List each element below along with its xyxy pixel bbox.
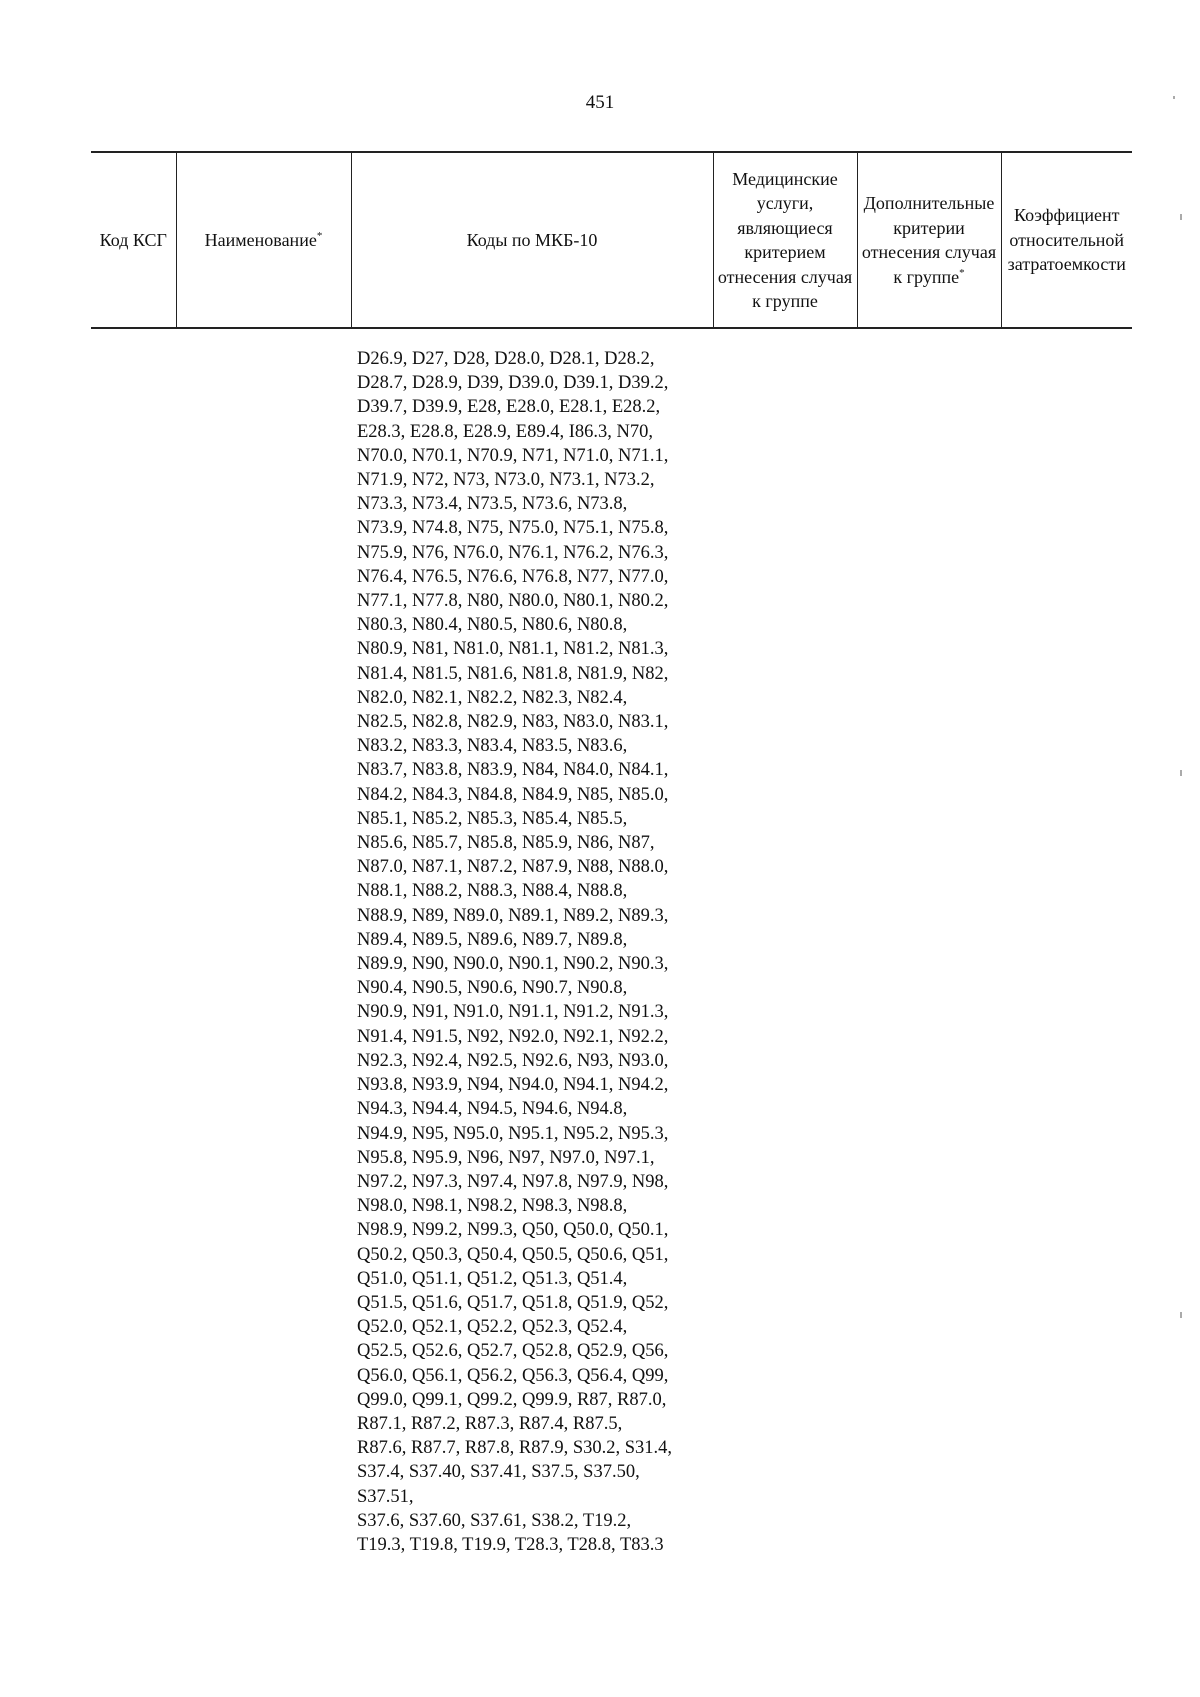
icd-codes-line: S37.4, S37.40, S37.41, S37.5, S37.50, bbox=[357, 1462, 640, 1483]
scan-mark bbox=[1173, 96, 1175, 99]
icd-codes-line: N94.3, N94.4, N94.5, N94.6, N94.8, bbox=[357, 1099, 628, 1120]
footnote-asterisk: * bbox=[959, 266, 965, 279]
icd-codes-line: N83.2, N83.3, N83.4, N83.5, N83.6, bbox=[357, 736, 628, 757]
icd-codes-line: N73.3, N73.4, N73.5, N73.6, N73.8, bbox=[357, 494, 628, 515]
icd-codes-line: D39.7, D39.9, E28, E28.0, E28.1, E28.2, bbox=[357, 397, 661, 418]
icd-codes-line: N89.4, N89.5, N89.6, N89.7, N89.8, bbox=[357, 929, 628, 950]
icd-codes-line: S37.51, bbox=[357, 1486, 414, 1507]
icd-codes-line: N98.0, N98.1, N98.2, N98.3, N98.8, bbox=[357, 1196, 628, 1217]
icd-codes-line: N98.9, N99.2, N99.3, Q50, Q50.0, Q50.1, bbox=[357, 1220, 669, 1241]
icd-codes-line: R87.6, R87.7, R87.8, R87.9, S30.2, S31.4, bbox=[357, 1438, 673, 1459]
icd-codes-line: N81.4, N81.5, N81.6, N81.8, N81.9, N82, bbox=[357, 663, 669, 684]
icd-codes-line: N76.4, N76.5, N76.6, N76.8, N77, N77.0, bbox=[357, 566, 669, 587]
icd-codes-line: Q52.5, Q52.6, Q52.7, Q52.8, Q52.9, Q56, bbox=[357, 1341, 669, 1362]
ksg-table-header bbox=[91, 151, 1132, 329]
scan-mark bbox=[1180, 214, 1182, 220]
icd-codes-line: D28.7, D28.9, D39, D39.0, D39.1, D39.2, bbox=[357, 373, 669, 394]
header-cost-coefficient: Коэффициент относительной затратоемкости bbox=[1001, 152, 1132, 328]
icd-codes-line: N90.4, N90.5, N90.6, N90.7, N90.8, bbox=[357, 978, 628, 999]
icd-codes-line: N87.0, N87.1, N87.2, N87.9, N88, N88.0, bbox=[357, 857, 669, 878]
icd-codes-line: Q51.0, Q51.1, Q51.2, Q51.3, Q51.4, bbox=[357, 1268, 628, 1289]
icd-codes-line: N90.9, N91, N91.0, N91.1, N91.2, N91.3, bbox=[357, 1002, 669, 1023]
scan-mark bbox=[1180, 1312, 1182, 1318]
icd-codes-line: N89.9, N90, N90.0, N90.1, N90.2, N90.3, bbox=[357, 954, 669, 975]
icd-codes-line: N83.7, N83.8, N83.9, N84, N84.0, N84.1, bbox=[357, 760, 669, 781]
icd-codes-line: T19.3, T19.8, T19.9, T28.3, T28.8, T83.3 bbox=[357, 1534, 664, 1555]
icd-codes-line: Q56.0, Q56.1, Q56.2, Q56.3, Q56.4, Q99, bbox=[357, 1365, 669, 1386]
icd-codes-line: N71.9, N72, N73, N73.0, N73.1, N73.2, bbox=[357, 470, 655, 491]
icd-codes-line: Q52.0, Q52.1, Q52.2, Q52.3, Q52.4, bbox=[357, 1317, 628, 1338]
icd-codes-line: D26.9, D27, D28, D28.0, D28.1, D28.2, bbox=[357, 349, 655, 369]
icd-codes-line: N82.0, N82.1, N82.2, N82.3, N82.4, bbox=[357, 687, 628, 708]
icd-codes-line: N92.3, N92.4, N92.5, N92.6, N93, N93.0, bbox=[357, 1050, 669, 1071]
scan-mark bbox=[1180, 770, 1182, 776]
icd-codes-line: N88.1, N88.2, N88.3, N88.4, N88.8, bbox=[357, 881, 628, 902]
icd-codes-line: N70.0, N70.1, N70.9, N71, N71.0, N71.1, bbox=[357, 445, 669, 466]
icd-codes-line: N80.9, N81, N81.0, N81.1, N81.2, N81.3, bbox=[357, 639, 669, 660]
icd-codes-line: N97.2, N97.3, N97.4, N97.8, N97.9, N98, bbox=[357, 1171, 669, 1192]
header-additional-criteria: Дополнительные критерии отнесения случая к группе* bbox=[857, 152, 1001, 328]
header-name: Наименование* bbox=[176, 152, 351, 328]
icd-codes-line: R87.1, R87.2, R87.3, R87.4, R87.5, bbox=[357, 1413, 623, 1434]
header-row bbox=[91, 152, 1132, 328]
icd-codes-line: N82.5, N82.8, N82.9, N83, N83.0, N83.1, bbox=[357, 712, 669, 733]
icd-codes-line: N80.3, N80.4, N80.5, N80.6, N80.8, bbox=[357, 615, 628, 636]
icd-codes-line: Q99.0, Q99.1, Q99.2, Q99.9, R87, R87.0, bbox=[357, 1389, 667, 1410]
icd-codes-line: N88.9, N89, N89.0, N89.1, N89.2, N89.3, bbox=[357, 905, 669, 926]
icd-codes-line: E28.3, E28.8, E28.9, E89.4, I86.3, N70, bbox=[357, 421, 653, 442]
footnote-asterisk: * bbox=[316, 229, 323, 242]
icd-codes-line: N85.6, N85.7, N85.8, N85.9, N86, N87, bbox=[357, 833, 655, 854]
icd-codes-line: Q50.2, Q50.3, Q50.4, Q50.5, Q50.6, Q51, bbox=[357, 1244, 669, 1265]
icd-codes-line: S37.6, S37.60, S37.61, S38.2, T19.2, bbox=[357, 1510, 632, 1531]
header-medical-services: Медицинские услуги, являющиеся критерием отнесения случая к группе bbox=[713, 152, 857, 328]
icd-codes-line: N94.9, N95, N95.0, N95.1, N95.2, N95.3, bbox=[357, 1123, 669, 1144]
icd-codes-line: N91.4, N91.5, N92, N92.0, N92.1, N92.2, bbox=[357, 1026, 669, 1047]
icd-codes-line: N95.8, N95.9, N96, N97, N97.0, N97.1, bbox=[357, 1147, 655, 1168]
header-icd-codes: Коды по МКБ-10 bbox=[351, 152, 713, 328]
icd-codes-line: Q51.5, Q51.6, Q51.7, Q51.8, Q51.9, Q52, bbox=[357, 1292, 669, 1313]
icd-codes-list bbox=[357, 347, 717, 1557]
icd-codes-line: N77.1, N77.8, N80, N80.0, N80.1, N80.2, bbox=[357, 591, 669, 612]
page-number: 451 bbox=[585, 92, 615, 113]
icd-codes-line: N84.2, N84.3, N84.8, N84.9, N85, N85.0, bbox=[357, 784, 669, 805]
icd-codes-line: N75.9, N76, N76.0, N76.1, N76.2, N76.3, bbox=[357, 542, 669, 563]
icd-codes-line: N85.1, N85.2, N85.3, N85.4, N85.5, bbox=[357, 808, 628, 829]
header-ksg-code: Код КСГ bbox=[99, 229, 167, 250]
icd-codes-line: N93.8, N93.9, N94, N94.0, N94.1, N94.2, bbox=[357, 1075, 669, 1096]
icd-codes-line: N73.9, N74.8, N75, N75.0, N75.1, N75.8, bbox=[357, 518, 669, 539]
